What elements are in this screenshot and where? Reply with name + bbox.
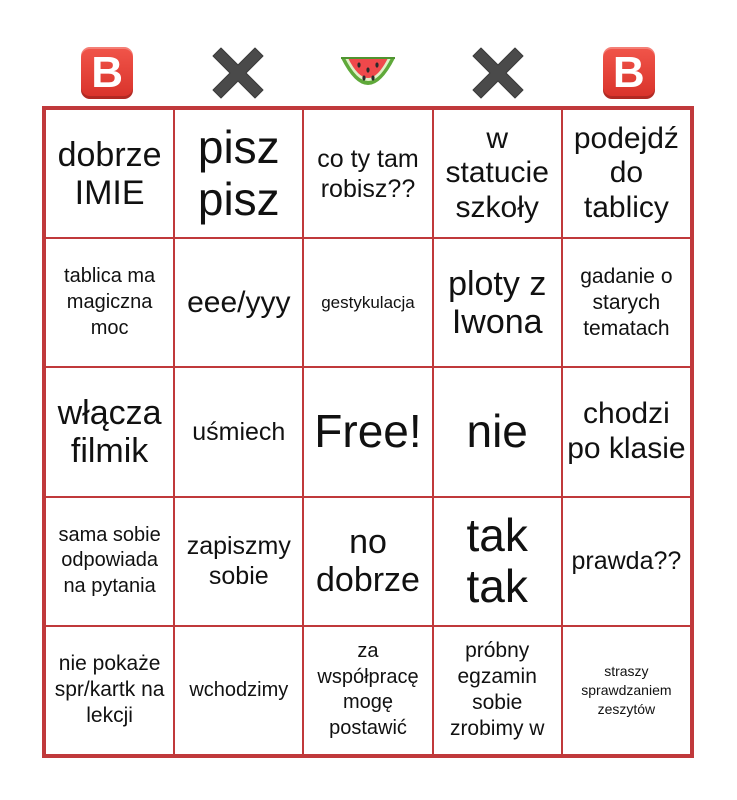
b-button-icon <box>603 47 655 99</box>
header-letter-5: B <box>612 48 645 97</box>
bingo-cell[interactable] <box>174 109 303 238</box>
header-cell-3 <box>303 40 433 106</box>
heavy-x-icon <box>469 44 527 102</box>
bingo-cell[interactable] <box>45 109 174 238</box>
bingo-cell[interactable] <box>433 238 562 367</box>
bingo-cell-text: gestykulacja <box>321 292 415 312</box>
bingo-cell-text: wchodzimy <box>189 678 289 701</box>
bingo-cell-text: włącza filmik <box>57 393 162 470</box>
bingo-cell[interactable] <box>433 626 562 755</box>
bingo-cell-text: za współpracę mogę postawić <box>317 640 419 739</box>
bingo-cell[interactable] <box>562 497 691 626</box>
b-button-icon <box>81 47 133 99</box>
watermelon-icon <box>337 48 399 98</box>
bingo-cell-text: próbny egzamin sobie zrobimy w <box>449 639 545 741</box>
bingo-cell[interactable] <box>303 109 432 238</box>
bingo-cell-text: nie pokaże spr/kartk na lekcji <box>54 652 165 728</box>
bingo-cell[interactable] <box>562 367 691 496</box>
header-cell-1 <box>42 40 172 106</box>
bingo-cell-text: eee/yyy <box>187 285 291 319</box>
bingo-grid <box>42 106 694 758</box>
header-cell-5 <box>564 40 694 106</box>
bingo-cell[interactable] <box>174 367 303 496</box>
bingo-cell[interactable] <box>303 626 432 755</box>
bingo-cell-text: dobrze IMIE <box>57 135 162 212</box>
bingo-cell-text: uśmiech <box>192 417 286 446</box>
bingo-cell-text: w statucie szkoły <box>445 121 549 224</box>
bingo-cell[interactable] <box>174 238 303 367</box>
header-letter-1: B <box>91 48 124 97</box>
bingo-cell-text: ploty z Iwona <box>448 264 547 341</box>
bingo-cell-text: zapiszmy sobie <box>186 532 291 591</box>
bingo-cell[interactable] <box>303 238 432 367</box>
header-cell-2 <box>172 40 302 106</box>
bingo-cell-text: sama sobie odpowiada na pytania <box>58 523 161 597</box>
bingo-cell-text: podejdź do tablicy <box>573 121 679 224</box>
bingo-cell[interactable] <box>45 238 174 367</box>
bingo-header <box>42 40 694 106</box>
bingo-cell-text: nie <box>466 405 528 458</box>
bingo-cell-text: pisz pisz <box>197 121 280 225</box>
bingo-cell-text: co ty tam robisz?? <box>317 144 419 203</box>
bingo-cell-text: tak tak <box>466 508 528 613</box>
bingo-cell-text: no dobrze <box>316 523 420 600</box>
bingo-cell-text: tablica ma magiczna moc <box>64 265 156 339</box>
bingo-cell[interactable] <box>562 626 691 755</box>
header-cell-4 <box>433 40 563 106</box>
bingo-cell[interactable] <box>303 367 432 496</box>
bingo-cell-text: prawda?? <box>571 547 682 576</box>
bingo-cell-text: gadanie o starych tematach <box>580 264 673 340</box>
bingo-cell[interactable] <box>303 497 432 626</box>
bingo-cell[interactable] <box>562 238 691 367</box>
bingo-cell[interactable] <box>45 626 174 755</box>
bingo-cell[interactable] <box>45 367 174 496</box>
bingo-cell[interactable] <box>433 367 562 496</box>
bingo-cell-text: chodzi po klasie <box>567 397 686 465</box>
bingo-cell[interactable] <box>433 109 562 238</box>
bingo-cell[interactable] <box>174 497 303 626</box>
bingo-cell[interactable] <box>562 109 691 238</box>
heavy-x-icon <box>209 44 267 102</box>
bingo-cell[interactable] <box>45 497 174 626</box>
bingo-cell[interactable] <box>174 626 303 755</box>
bingo-cell-text: Free! <box>314 405 422 458</box>
bingo-cell[interactable] <box>433 497 562 626</box>
bingo-cell-text: straszy sprawdzaniem zeszytów <box>581 663 672 717</box>
